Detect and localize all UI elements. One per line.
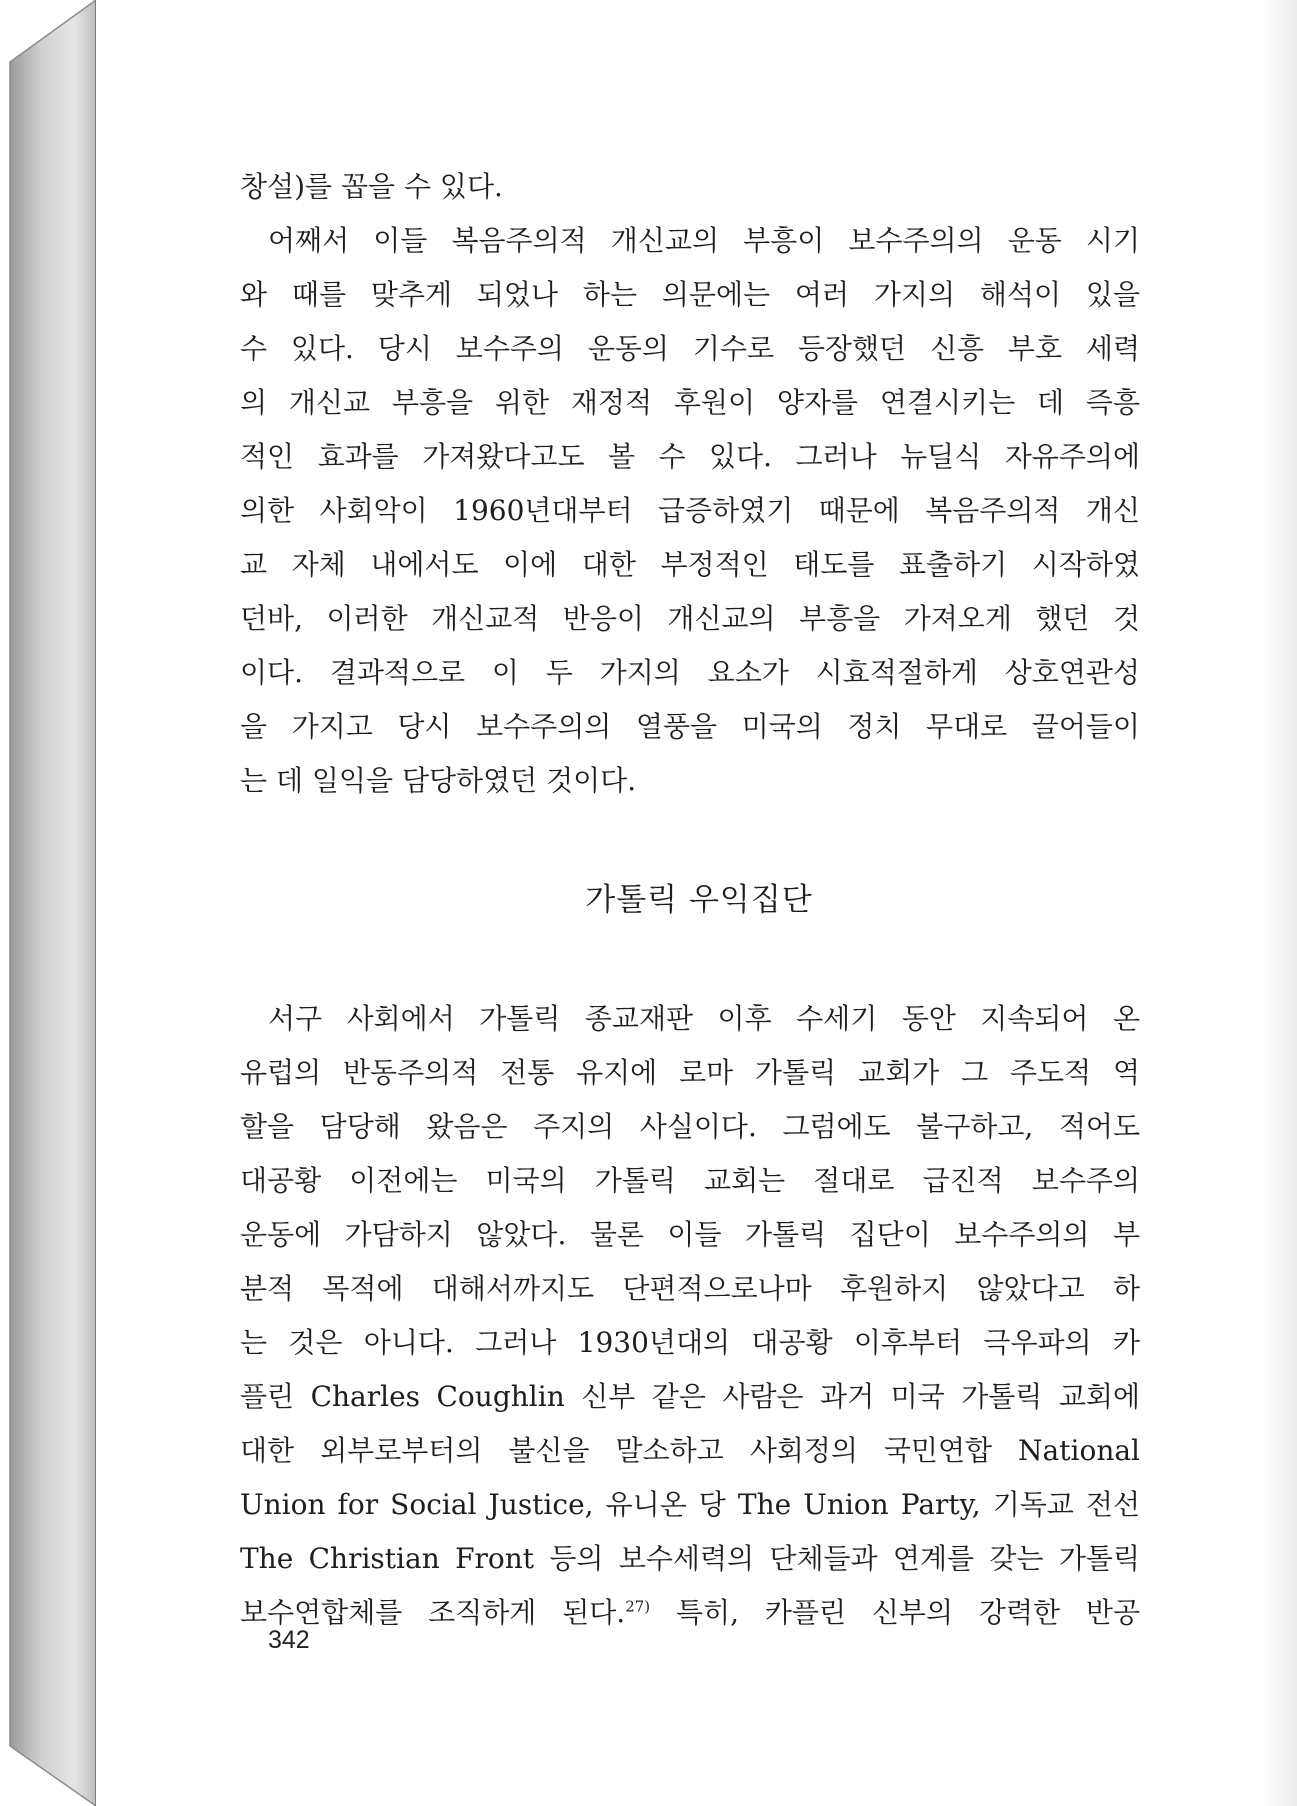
text-line: 유럽의 반동주의적 전통 유지에 로마 가톨릭 교회가 그 주도적 역 — [240, 1056, 1140, 1089]
text-line: 는 데 일익을 담당하였던 것이다. — [240, 764, 637, 797]
text-line-with-footnote — [240, 1586, 1140, 1640]
text-line: 와 때를 맞추게 되었나 하는 의문에는 여러 가지의 해석이 있을 — [240, 278, 1140, 311]
text-line: 할을 담당해 왔음은 주지의 사실이다. 그럼에도 불구하고, 적어도 — [240, 1110, 1140, 1143]
text-line: Union for Social Justice, 유니온 당 The Union Party, 기독교 전선 — [240, 1488, 1140, 1521]
paragraph-2 — [240, 214, 1140, 808]
paragraph-3 — [240, 992, 1140, 1640]
text-line: 교 자체 내에서도 이에 대한 부정적인 태도를 표출하기 시작하였 — [240, 548, 1140, 581]
text-line: 어째서 이들 복음주의적 개신교의 부흥이 보수주의의 운동 시기 — [268, 224, 1140, 257]
page-text-block — [240, 160, 1140, 1640]
text-line: 플린 Charles Coughlin 신부 같은 사람은 과거 미국 가톨릭 교회에 — [240, 1380, 1140, 1413]
text-line: 을 가지고 당시 보수주의의 열풍을 미국의 정치 무대로 끌어들이 — [240, 710, 1140, 743]
text-line: 대공황 이전에는 미국의 가톨릭 교회는 절대로 급진적 보수주의 — [240, 1164, 1140, 1197]
text-line: 창설)를 꼽을 수 있다. — [240, 170, 503, 203]
text-line: 서구 사회에서 가톨릭 종교재판 이후 수세기 동안 지속되어 온 — [268, 1002, 1140, 1035]
text-line: 는 것은 아니다. 그러나 1930년대의 대공황 이후부터 극우파의 카 — [240, 1326, 1140, 1359]
text-line: The Christian Front 등의 보수세력의 단체들과 연계를 갖는 가톨릭 — [240, 1542, 1140, 1575]
text-line: 대한 외부로부터의 불신을 말소하고 사회정의 국민연합 National — [240, 1434, 1140, 1467]
text-segment: 특히, 카플린 신부의 강력한 반공 — [650, 1596, 1140, 1629]
book-spine — [0, 0, 110, 1806]
text-line: 던바, 이러한 개신교적 반응이 개신교의 부흥을 가져오게 했던 것 — [240, 602, 1140, 635]
text-line: 분적 목적에 대해서까지도 단편적으로나마 후원하지 않았다고 하 — [240, 1272, 1140, 1305]
section-heading: 가톨릭 우익집단 — [585, 882, 813, 918]
page-number: 342 — [268, 1626, 310, 1654]
text-segment: 보수연합체를 조직하게 된다. — [240, 1596, 626, 1629]
paragraph-1 — [240, 160, 1140, 214]
footnote-marker[interactable]: 27) — [625, 1597, 651, 1616]
text-line: 수 있다. 당시 보수주의 운동의 기수로 등장했던 신흥 부호 세력 — [240, 332, 1140, 365]
text-line: 적인 효과를 가져왔다고도 볼 수 있다. 그러나 뉴딜식 자유주의에 — [240, 440, 1140, 473]
page-edge-shadow — [1263, 0, 1297, 1806]
text-line: 의한 사회악이 1960년대부터 급증하였기 때문에 복음주의적 개신 — [240, 494, 1140, 527]
text-line: 의 개신교 부흥을 위한 재정적 후원이 양자를 연결시키는 데 즉흥 — [240, 386, 1140, 419]
text-line: 운동에 가담하지 않았다. 물론 이들 가톨릭 집단이 보수주의의 부 — [240, 1218, 1140, 1251]
text-line: 이다. 결과적으로 이 두 가지의 요소가 시효적절하게 상호연관성 — [240, 656, 1140, 689]
